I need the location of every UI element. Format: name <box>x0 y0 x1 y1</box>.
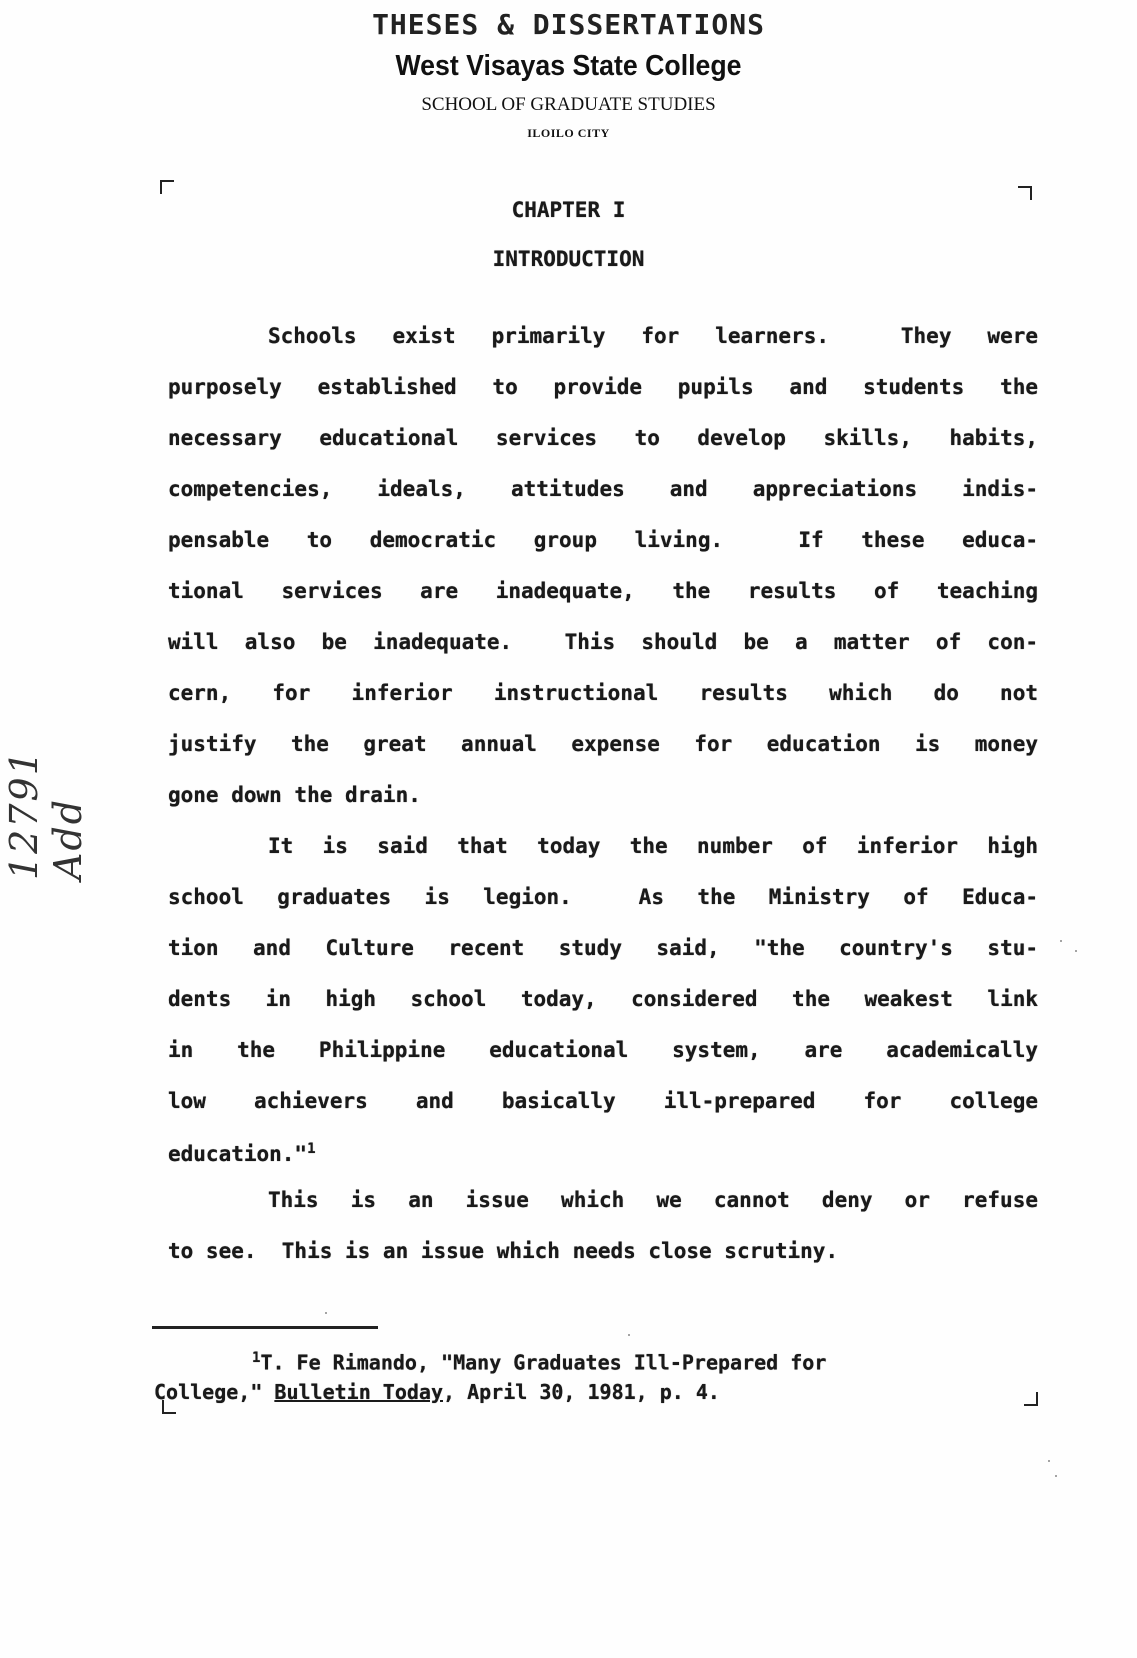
body-line: necessary educational services to develop skills, habits, <box>168 426 1038 450</box>
body-line: low achievers and basically ill-prepared for college <box>168 1089 1038 1113</box>
body-line: dents in high school today, considered the weakest link <box>168 987 1038 1011</box>
crop-mark-bottom-right <box>1024 1392 1038 1406</box>
body-line: This is an issue which we cannot deny or refuse <box>268 1188 1038 1212</box>
body-line: tional services are inadequate, the results of teaching <box>168 579 1038 603</box>
handwritten-margin-note: 12791 Add <box>2 749 90 880</box>
scan-speck <box>1060 940 1062 942</box>
footnote-line-1 <box>252 1350 826 1375</box>
footnote-reference: 1 <box>307 1141 316 1157</box>
college-name: West Visayas State College <box>395 50 742 82</box>
body-line: will also be inadequate. This should be a matter of con- <box>168 630 1038 654</box>
body-line: pensable to democratic group living. If these educa- <box>168 528 1038 552</box>
crop-mark-top-left <box>160 180 174 194</box>
body-line: tion and Culture recent study said, "the country's stu- <box>168 936 1038 960</box>
body-line: cern, for inferior instructional results which do not <box>168 681 1038 705</box>
footnote-marker: 1 <box>252 1350 261 1366</box>
footnote-text: , April 30, 1981, p. 4. <box>443 1380 720 1404</box>
chapter-number: CHAPTER I <box>511 198 626 222</box>
body-line: purposely established to provide pupils and students the <box>168 375 1038 399</box>
body-line: in the Philippine educational system, are academically <box>168 1038 1038 1062</box>
scan-speck <box>628 1334 630 1336</box>
footnote-line-2 <box>154 1380 720 1404</box>
footnote-rule <box>152 1326 378 1329</box>
body-line: to see. This is an issue which needs close scrutiny. <box>168 1239 839 1263</box>
scan-speck <box>325 1312 327 1314</box>
footnote-source-title: Bulletin Today <box>274 1380 443 1404</box>
body-line: justify the great annual expense for education is money <box>168 732 1038 756</box>
footnote-text: T. Fe Rimando, "Many Graduates Ill-Prepared for <box>260 1350 827 1375</box>
body-line: Schools exist primarily for learners. They were <box>268 324 1038 348</box>
body-line: competencies, ideals, attitudes and appreciations indis- <box>168 477 1038 501</box>
body-line-text: education." <box>168 1142 308 1166</box>
scan-speck <box>1048 1460 1050 1462</box>
scan-speck <box>1055 1475 1057 1477</box>
chapter-title: INTRODUCTION <box>492 247 645 271</box>
body-line: It is said that today the number of inferior high <box>268 834 1038 858</box>
body-line-with-footnote <box>168 1142 1038 1165</box>
city-name: ILOILO CITY <box>527 126 610 140</box>
archive-stamp: THESES & DISSERTATIONS <box>372 8 765 41</box>
body-line: school graduates is legion. As the Ministry of Educa- <box>168 885 1038 909</box>
school-name: SCHOOL OF GRADUATE STUDIES <box>421 94 716 115</box>
scan-speck <box>1075 950 1077 952</box>
body-line: gone down the drain. <box>168 783 421 807</box>
footnote-text: College," <box>154 1380 275 1404</box>
